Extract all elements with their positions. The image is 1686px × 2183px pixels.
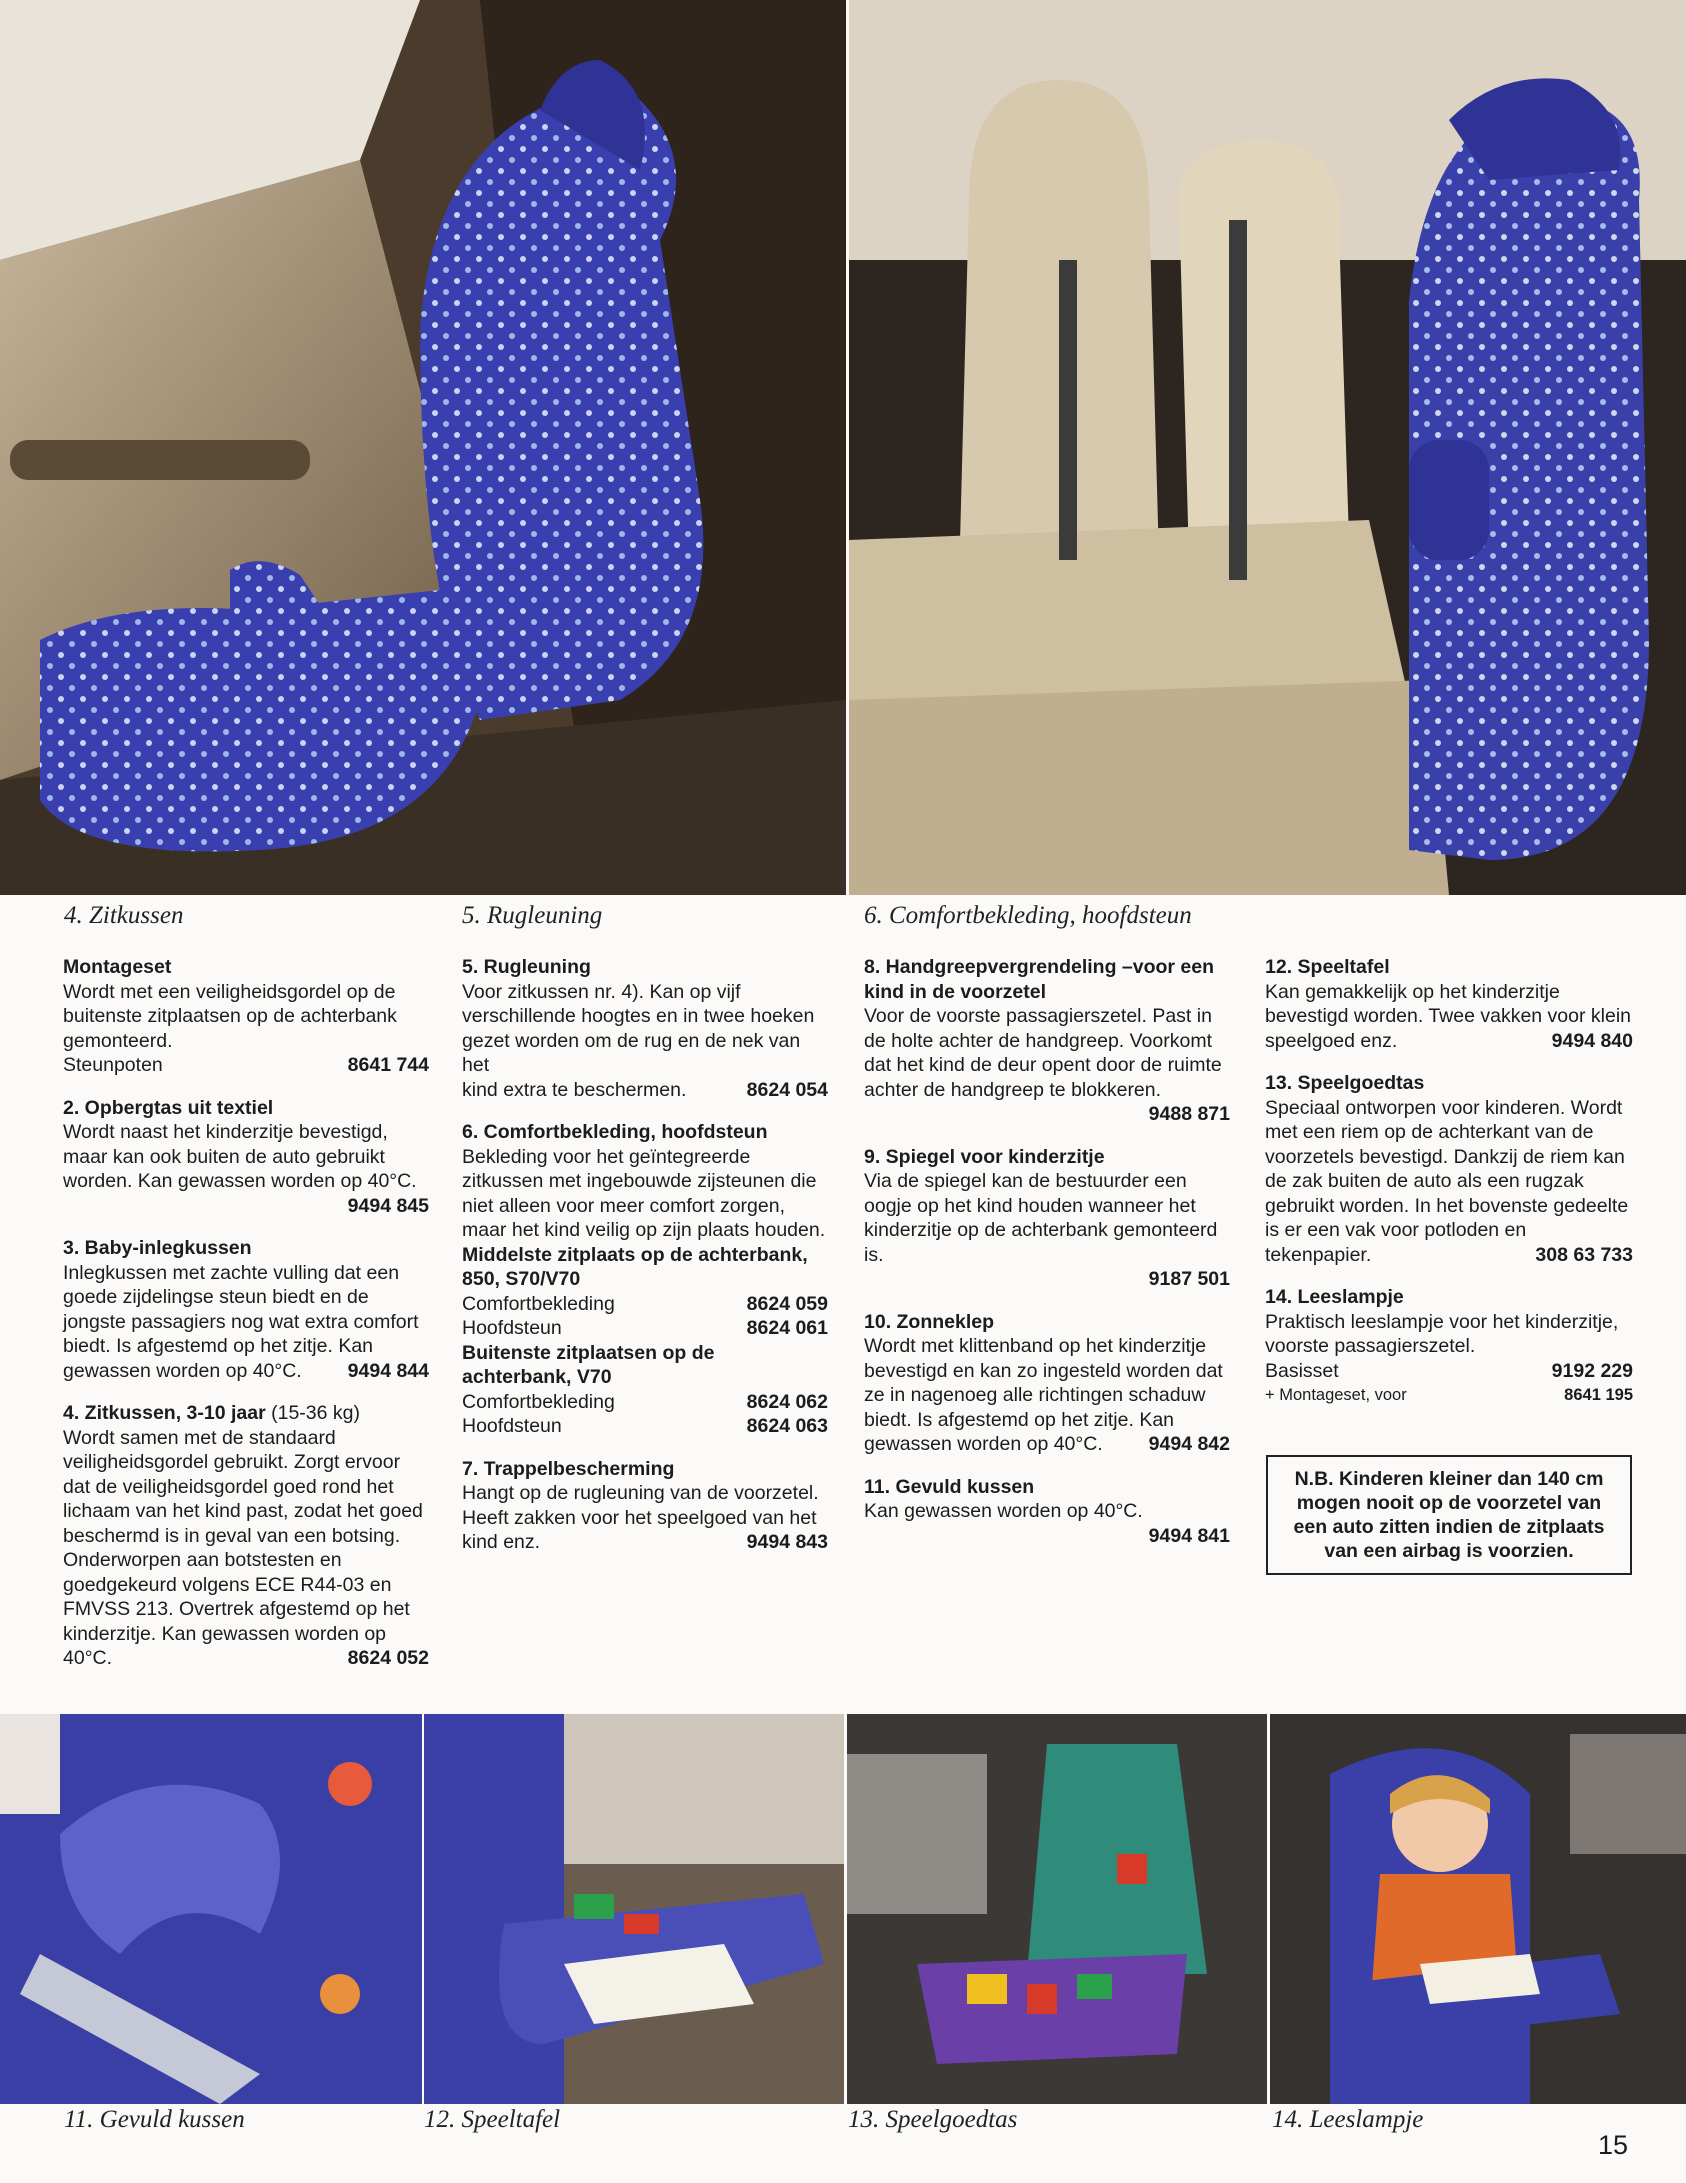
- price-row: Hoofdsteun 8624 061: [462, 1317, 828, 1339]
- item-title: 10. Zonneklep: [864, 1310, 995, 1333]
- article-code: 9488 871: [1148, 1103, 1230, 1125]
- row-label: Steunpoten: [63, 1054, 163, 1076]
- price-row: + Montageset, voor 8641 195: [1265, 1383, 1633, 1408]
- item-body: Inlegkussen met zachte vulling dat een goede zijdelingse steun biedt en de jongste passagiers nog wat extra comfort biedt. Is afgestemd op het zitje. Kan: [63, 1261, 419, 1357]
- item-body-end: kind enz.: [462, 1531, 541, 1553]
- item-title: 13. Speelgoedtas: [1265, 1072, 1425, 1094]
- item-body: Via de spiegel kan de bestuurder een oogje op het kind houden wanneer het kinderzitje op de achterbank gemonteerd is.: [864, 1170, 1218, 1266]
- article-code: 8641 195: [1564, 1386, 1633, 1404]
- price-row: [864, 1524, 1230, 1549]
- caption-speeltafel: 12. Speeltafel: [424, 2106, 561, 2133]
- item-zitkussen: [63, 1401, 429, 1671]
- article-code: 9494 841: [1148, 1524, 1230, 1547]
- price-row: [462, 1530, 828, 1555]
- caption-speelgoedtas: 13. Speelgoedtas: [848, 2106, 1018, 2133]
- item-montageset: [63, 955, 429, 1078]
- item-title: 7. Trappelbescherming: [462, 1457, 675, 1480]
- price-row: Basisset 9192 229: [1265, 1359, 1633, 1382]
- item-title: 11. Gevuld kussen: [864, 1475, 1035, 1498]
- item-title: 2. Opbergtas uit textiel: [63, 1096, 274, 1119]
- price-row: [1265, 1243, 1633, 1268]
- article-code: 8624 052: [347, 1647, 429, 1669]
- caption-comfortbekleding: 6. Comfortbekleding, hoofdsteun: [864, 902, 1192, 929]
- photo-booster-cushion-backrest: [0, 0, 846, 895]
- item-leeslampje: [1265, 1285, 1633, 1408]
- item-trappelbescherming: [462, 1457, 828, 1555]
- column-2: [462, 955, 828, 1573]
- item-speelgoedtas: [1265, 1071, 1633, 1267]
- item-body: Speciaal ontworpen voor kinderen. Wordt met een riem op de achterkant van de voorzetels bevestigd. Dankzij de riem kan de zak buiten de auto als een rugzak gebruikt worden. In het bovenste gedeelte is er een vak voor potloden en: [1265, 1096, 1629, 1241]
- article-code: 8641 744: [347, 1054, 429, 1076]
- photo-play-table: [424, 1714, 844, 2104]
- page-number: 15: [1598, 2130, 1629, 2160]
- price-row: Comfortbekleding 8624 062: [462, 1390, 828, 1413]
- item-body-end: gewassen worden op 40°C.: [63, 1359, 302, 1382]
- item-body-end: 40°C.: [63, 1647, 112, 1669]
- item-title: 8. Handgreepvergrendeling –voor een kind in de voorzetel: [864, 956, 1215, 1003]
- item-baby-inlegkussen: [63, 1236, 429, 1383]
- price-row: Comfortbekleding 8624 059: [462, 1292, 828, 1315]
- item-gevuld-kussen: [864, 1475, 1230, 1549]
- item-title: 12. Speeltafel: [1265, 956, 1390, 978]
- price-row: [63, 1359, 429, 1384]
- price-row: [63, 1646, 429, 1671]
- item-title: 3. Baby-inlegkussen: [63, 1237, 252, 1259]
- article-code: 9494 845: [347, 1194, 429, 1217]
- item-opbergtas: [63, 1096, 429, 1219]
- item-body-end: tekenpapier.: [1265, 1243, 1372, 1266]
- article-code: 9494 843: [746, 1531, 828, 1553]
- item-body-end: gewassen worden op 40°C.: [864, 1433, 1103, 1455]
- item-body: Wordt samen met de standaard veiligheidsgordel gebruikt. Zorgt ervoor dat de veiligheidsgordel goed rond het lichaam van het kind past, zodat het goed beschermd is in geval van een botsing. Onderworpen aan botstesten en goedgekeurd volgens ECE R44-03 en FMVSS 213. Overtrek afgestemd op het kinderzitje. Kan gewassen worden op: [63, 1426, 423, 1645]
- price-row: [63, 1194, 429, 1219]
- caption-rugleuning: 5. Rugleuning: [462, 902, 603, 929]
- item-body: Voor de voorste passagierszetel. Past in de holte achter de handgreep. Voorkomt dat het kind de deur opent door de ruimte achter de handgreep te blokkeren.: [864, 1005, 1222, 1101]
- item-body-end: kind extra te beschermen.: [462, 1078, 687, 1101]
- safety-notice-box: N.B. Kinderen kleiner dan 140 cm mogen nooit op de voorzetel van een auto zitten indien de zitplaats van een airbag is voorzien.: [1266, 1455, 1632, 1575]
- column-3: [864, 955, 1230, 1566]
- item-title: Montageset: [63, 956, 172, 978]
- price-row: [1265, 1029, 1633, 1054]
- item-body: Kan gewassen worden op 40°C.: [864, 1500, 1143, 1522]
- price-row: [63, 1053, 429, 1078]
- article-code: 8624 054: [746, 1078, 828, 1101]
- article-code: 9494 842: [1148, 1433, 1230, 1455]
- item-body: Kan gemakkelijk op het kinderzitje bevestigd worden. Twee vakken voor klein: [1265, 980, 1632, 1027]
- sub-title: Middelste zitplaats op de achterbank, 850, S70/V70: [462, 1243, 808, 1290]
- item-rugleuning: [462, 955, 828, 1102]
- article-code: 9192 229: [1551, 1359, 1633, 1382]
- item-body: Voor zitkussen nr. 4). Kan op vijf verschillende hoogtes en in twee hoeken gezet worden om de rug en de nek van het: [462, 980, 815, 1076]
- photo-filled-cushion: [0, 1714, 422, 2104]
- price-row: [864, 1432, 1230, 1457]
- photo-comfort-cover-headrest: [849, 0, 1686, 895]
- column-1: [63, 955, 429, 1689]
- article-code: 9494 840: [1551, 1029, 1633, 1052]
- article-code: 308 63 733: [1535, 1243, 1633, 1266]
- column-4: [1265, 955, 1633, 1426]
- item-body: Wordt naast het kinderzitje bevestigd, maar kan ook buiten de auto gebruikt worden. Kan gewassen worden op 40°C.: [63, 1121, 417, 1192]
- caption-leeslampje: 14. Leeslampje: [1272, 2106, 1424, 2133]
- item-body: Praktisch leeslampje voor het kinderzitje, voorste passagierszetel.: [1265, 1310, 1619, 1357]
- item-title: 4. Zitkussen, 3-10 jaar (15-36 kg): [63, 1402, 360, 1424]
- item-speeltafel: [1265, 955, 1633, 1053]
- item-body: Hangt op de rugleuning van de voorzetel. Heeft zakken voor het speelgoed van het: [462, 1482, 819, 1529]
- photo-reading-lamp: [1270, 1714, 1686, 2104]
- price-row: [864, 1102, 1230, 1127]
- caption-gevuld-kussen: 11. Gevuld kussen: [64, 2106, 245, 2133]
- item-title: 5. Rugleuning: [462, 956, 591, 978]
- photo-toy-bag: [847, 1714, 1267, 2104]
- item-handgreepvergrendeling: [864, 955, 1230, 1127]
- item-body: Bekleding voor het geïntegreerde zitkussen met ingebouwde zijsteunen die niet alleen voor meer comfort zorgen, maar het kind veilig op zijn plaats houden.: [462, 1145, 826, 1241]
- item-comfortbekleding: [462, 1120, 828, 1439]
- item-title: 14. Leeslampje: [1265, 1286, 1404, 1308]
- item-zonneklep: [864, 1310, 1230, 1457]
- item-body-end: speelgoed enz.: [1265, 1029, 1398, 1052]
- item-title: 6. Comfortbekleding, hoofdsteun: [462, 1121, 768, 1143]
- item-spiegel: [864, 1145, 1230, 1292]
- item-body: Wordt met klittenband op het kinderzitje bevestigd en kan zo ingesteld worden dat ze in nagenoeg alle richtingen schaduw biedt. Is afgestemd op het zitje. Kan: [864, 1335, 1223, 1431]
- price-row: [864, 1267, 1230, 1292]
- sub-title: Buitenste zitplaatsen op de achterbank, V70: [462, 1341, 715, 1388]
- caption-zitkussen: 4. Zitkussen: [64, 902, 184, 929]
- price-row: Hoofdsteun 8624 063: [462, 1415, 828, 1437]
- article-code: 9187 501: [1148, 1268, 1230, 1290]
- item-body: Wordt met een veiligheidsgordel op de buitenste zitplaatsen op de achterbank gemonteerd.: [63, 980, 397, 1052]
- article-code: 9494 844: [347, 1359, 429, 1382]
- price-row: [462, 1078, 828, 1103]
- item-title: 9. Spiegel voor kinderzitje: [864, 1145, 1105, 1168]
